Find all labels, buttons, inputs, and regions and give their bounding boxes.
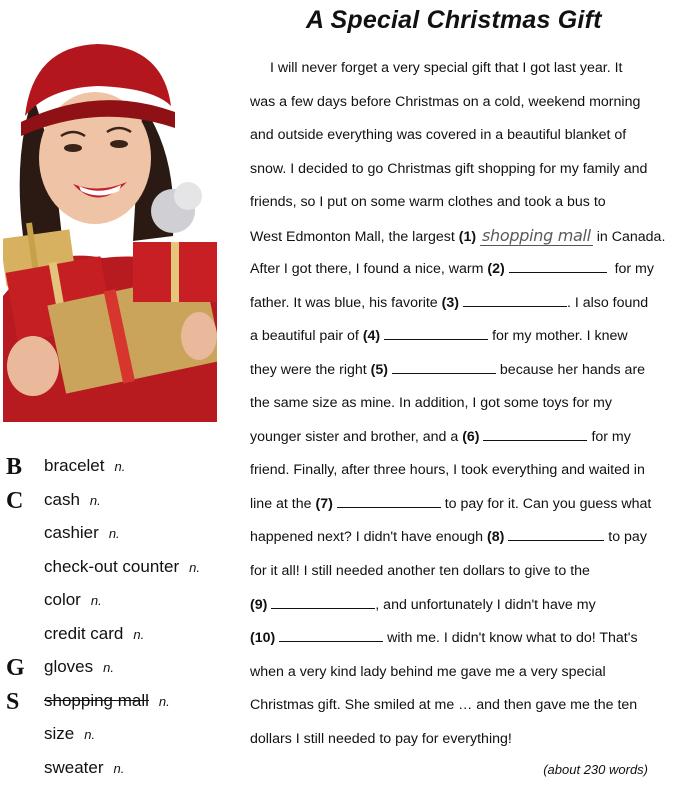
part-of-speech: n. bbox=[114, 459, 126, 474]
word-count-note: (about 230 words) bbox=[543, 762, 648, 777]
part-of-speech: n. bbox=[108, 526, 120, 541]
blank-number: (6) bbox=[462, 429, 480, 445]
story-text-segment: for my bbox=[591, 429, 631, 445]
word-entry bbox=[44, 691, 170, 711]
story-text-segment: a beautiful pair of bbox=[250, 328, 359, 344]
story-text-segment: West Edmonton Mall, the largest bbox=[250, 229, 455, 245]
word-list-item bbox=[0, 752, 240, 784]
word-list-item bbox=[0, 618, 240, 650]
story-line bbox=[250, 525, 647, 549]
blank-number: (8) bbox=[487, 529, 505, 545]
part-of-speech: n. bbox=[189, 560, 200, 575]
story-text-segment: in Canada. bbox=[596, 229, 666, 245]
word-list-item bbox=[0, 450, 240, 482]
story-line: for it all! I still needed another ten dollars to give to the bbox=[250, 563, 590, 579]
word-text: cash bbox=[44, 490, 80, 509]
story-text-segment: line at the bbox=[250, 496, 312, 512]
word-entry bbox=[44, 557, 200, 577]
story-text-segment: to pay bbox=[608, 529, 647, 545]
story-line: Christmas gift. She smiled at me … and then gave me the ten bbox=[250, 697, 638, 713]
answer-blank[interactable] bbox=[508, 526, 604, 541]
blank-number: (1) bbox=[458, 229, 477, 245]
story-line: when a very kind lady behind me gave me a very special bbox=[250, 664, 606, 680]
story-line: dollars I still needed to pay for everything! bbox=[250, 731, 512, 747]
blank-number: (7) bbox=[315, 496, 333, 512]
answer-blank[interactable] bbox=[509, 258, 607, 273]
word-text: sweater bbox=[44, 758, 104, 777]
story-text-segment: to pay for it. Can you guess what bbox=[444, 496, 652, 512]
word-text: color bbox=[44, 590, 81, 609]
story-line bbox=[250, 257, 654, 281]
story-line: snow. I decided to go Christmas gift shopping for my family and bbox=[250, 161, 648, 177]
story-line bbox=[250, 425, 631, 449]
answer-blank[interactable] bbox=[463, 292, 567, 307]
answer-blank[interactable] bbox=[392, 359, 496, 374]
part-of-speech: n. bbox=[133, 627, 145, 642]
word-list-item bbox=[0, 718, 240, 750]
story-text-segment: for my mother. I knew bbox=[492, 328, 628, 344]
page-title: A Special Christmas Gift bbox=[306, 6, 602, 34]
story-line: friend. Finally, after three hours, I took everything and waited in bbox=[250, 462, 645, 478]
word-entry bbox=[44, 456, 125, 476]
blank-number: (4) bbox=[362, 328, 381, 344]
story-line bbox=[250, 324, 628, 348]
story-line: was a few days before Christmas on a cold, weekend morning bbox=[250, 94, 641, 110]
word-list-letter: C bbox=[6, 488, 24, 514]
woman-with-gifts-illustration bbox=[3, 36, 217, 422]
story-text-segment: younger sister and brother, and a bbox=[250, 429, 459, 445]
woman-with-gifts-photo bbox=[3, 36, 217, 422]
story-text-segment: with me. I didn't know what to do! That's bbox=[387, 630, 638, 646]
word-text: check-out counter bbox=[44, 557, 180, 576]
story-text-segment: . I also found bbox=[566, 295, 649, 311]
word-entry bbox=[44, 523, 120, 543]
story-line: and outside everything was covered in a beautiful blanket of bbox=[250, 127, 627, 143]
word-list-item bbox=[0, 484, 240, 516]
word-entry bbox=[44, 724, 95, 744]
word-list-item bbox=[0, 584, 240, 616]
answer-blank[interactable] bbox=[337, 493, 441, 508]
word-list-letter: S bbox=[6, 689, 20, 715]
word-entry bbox=[44, 657, 114, 677]
story-text-segment: father. It was blue, his favorite bbox=[250, 295, 438, 311]
story-text-segment: , and unfortunately I didn't have my bbox=[375, 597, 596, 613]
word-text: bracelet bbox=[44, 456, 105, 475]
word-text: cashier bbox=[44, 523, 99, 542]
story-text-segment: for my bbox=[614, 261, 654, 277]
answer-blank[interactable] bbox=[384, 325, 488, 340]
word-text: credit card bbox=[44, 624, 124, 643]
word-list-item bbox=[0, 551, 240, 583]
story-text-segment: After I got there, I found a nice, warm bbox=[250, 261, 484, 277]
word-list-item bbox=[0, 685, 240, 717]
word-entry bbox=[44, 624, 144, 644]
story-text-segment: they were the right bbox=[250, 362, 367, 378]
word-entry bbox=[44, 590, 102, 610]
blank-number: (3) bbox=[441, 295, 459, 311]
word-list-letter: G bbox=[6, 655, 25, 681]
word-entry bbox=[44, 490, 101, 510]
part-of-speech: n. bbox=[90, 593, 102, 608]
story-line: I will never forget a very special gift that I got last year. It bbox=[270, 60, 623, 76]
word-text: size bbox=[44, 724, 75, 743]
story-line bbox=[250, 593, 596, 617]
story-line bbox=[250, 492, 651, 516]
story-line: the same size as mine. In addition, I got some toys for my bbox=[250, 395, 612, 411]
part-of-speech: n. bbox=[89, 493, 101, 508]
story-line bbox=[250, 291, 648, 315]
part-of-speech: n. bbox=[103, 660, 114, 675]
blank-number: (9) bbox=[250, 597, 268, 613]
word-text-crossed-out: shopping mall bbox=[44, 691, 149, 710]
blank-number: (5) bbox=[370, 362, 389, 378]
part-of-speech: n. bbox=[158, 694, 170, 709]
story-line bbox=[250, 224, 665, 248]
part-of-speech: n. bbox=[84, 727, 96, 742]
word-list-item bbox=[0, 651, 240, 683]
answer-blank[interactable] bbox=[483, 426, 587, 441]
blank-number: (2) bbox=[487, 261, 505, 277]
word-list-letter: B bbox=[6, 454, 23, 480]
story-text-segment: because her hands are bbox=[499, 362, 646, 378]
filled-answer: shopping mall bbox=[482, 226, 591, 245]
blank-number: (10) bbox=[250, 630, 276, 646]
story-line: friends, so I put on some warm clothes and took a bus to bbox=[250, 194, 606, 210]
part-of-speech: n. bbox=[113, 761, 125, 776]
story-text-segment: happened next? I didn't have enough bbox=[250, 529, 484, 545]
word-entry bbox=[44, 758, 124, 778]
story-line bbox=[250, 626, 638, 650]
answer-blank[interactable] bbox=[271, 594, 375, 609]
word-list-item bbox=[0, 517, 240, 549]
story-line bbox=[250, 358, 645, 382]
word-text: gloves bbox=[44, 657, 94, 676]
answer-blank[interactable] bbox=[279, 627, 383, 642]
